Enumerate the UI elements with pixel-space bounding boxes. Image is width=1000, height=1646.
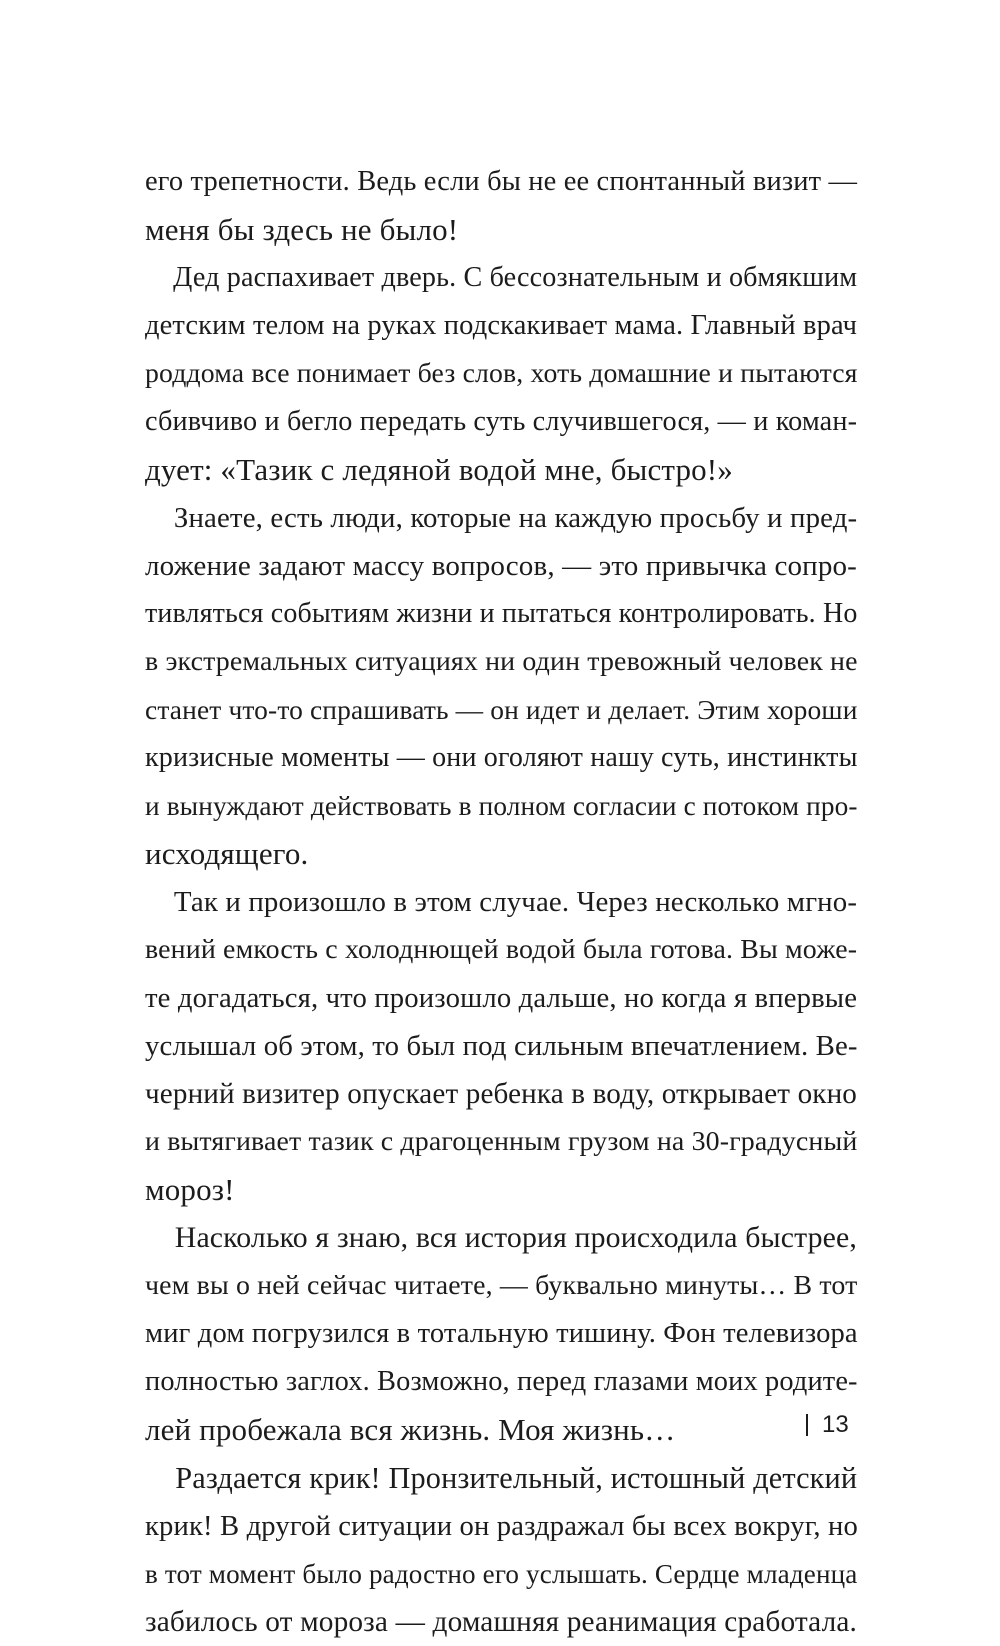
page-number: 13 (822, 1411, 849, 1438)
text-line: вений емкость с холоднющей водой была готова. Вы може- (145, 934, 858, 965)
text-line: те догадаться, что произошло дальше, но когда я впервые (145, 982, 858, 1014)
text-line: роддома все понимает без слов, хоть домашние и пытаются (145, 358, 858, 389)
text-line: в экстремальных ситуациях ни один тревожный человек не (145, 646, 858, 677)
text-line: станет что-то спрашивать — он идет и делает. Этим хороши (145, 695, 858, 725)
text-line: забилось от мороза — домашняя реанимация сработала. (145, 1606, 857, 1638)
page-footer (806, 1408, 849, 1442)
text-line: лей пробежала вся жизнь. Моя жизнь… (145, 1412, 676, 1447)
text-line: услышал об этом, то был под сильным впечатлением. Ве- (145, 1030, 858, 1062)
text-line: дует: «Тазик с ледяной водой мне, быстро!» (145, 452, 733, 487)
text-line: кризисные моменты — они оголяют нашу суть, инстинкты (145, 742, 858, 773)
text-line: исходящего. (145, 836, 309, 871)
text-line: сбивчиво и бегло передать суть случившегося, — и коман- (145, 406, 858, 437)
text-line: тивляться событиям жизни и пытаться контролировать. Но (145, 598, 858, 629)
text-line: меня бы здесь не было! (145, 212, 459, 247)
text-line: его трепетности. Ведь если бы не ее спонтанный визит — (145, 166, 858, 197)
text-line: Раздается крик! Пронзительный, истошный детский (175, 1461, 858, 1495)
text-line: ложение задают массу вопросов, — это привычка сопро- (145, 550, 857, 582)
text-line: полностью заглох. Возможно, перед глазами моих родите- (145, 1366, 858, 1397)
text-line: черний визитер опускает ребенка в воду, открывает окно (145, 1078, 858, 1110)
body-text (145, 158, 857, 1646)
text-line: чем вы о ней сейчас читаете, — буквально минуты… В тот (145, 1270, 858, 1301)
text-line: детским телом на руках подскакивает мама. Главный врач (145, 310, 858, 341)
text-line: Знаете, есть люди, которые на каждую просьбу и пред- (173, 502, 858, 534)
text-line: и вытягивает тазик с драгоценным грузом на 30-градусный (145, 1126, 858, 1157)
text-line: Так и произошло в этом случае. Через несколько мгно- (173, 886, 858, 918)
text-line: Дед распахивает дверь. С бессознательным и обмякшим (173, 262, 858, 293)
text-line: мороз! (145, 1172, 235, 1207)
folio-divider (806, 1414, 808, 1436)
text-line: и вынуждают действовать в полном согласии с потоком про- (145, 791, 858, 821)
text-line: Насколько я знаю, вся история происходила быстрее, (174, 1221, 857, 1254)
text-line: в тот момент было радостно его услышать. Сердце младенца (145, 1559, 858, 1589)
text-line: миг дом погрузился в тотальную тишину. Фон телевизора (145, 1318, 858, 1349)
text-line: крик! В другой ситуации он раздражал бы всех вокруг, но (145, 1510, 858, 1542)
